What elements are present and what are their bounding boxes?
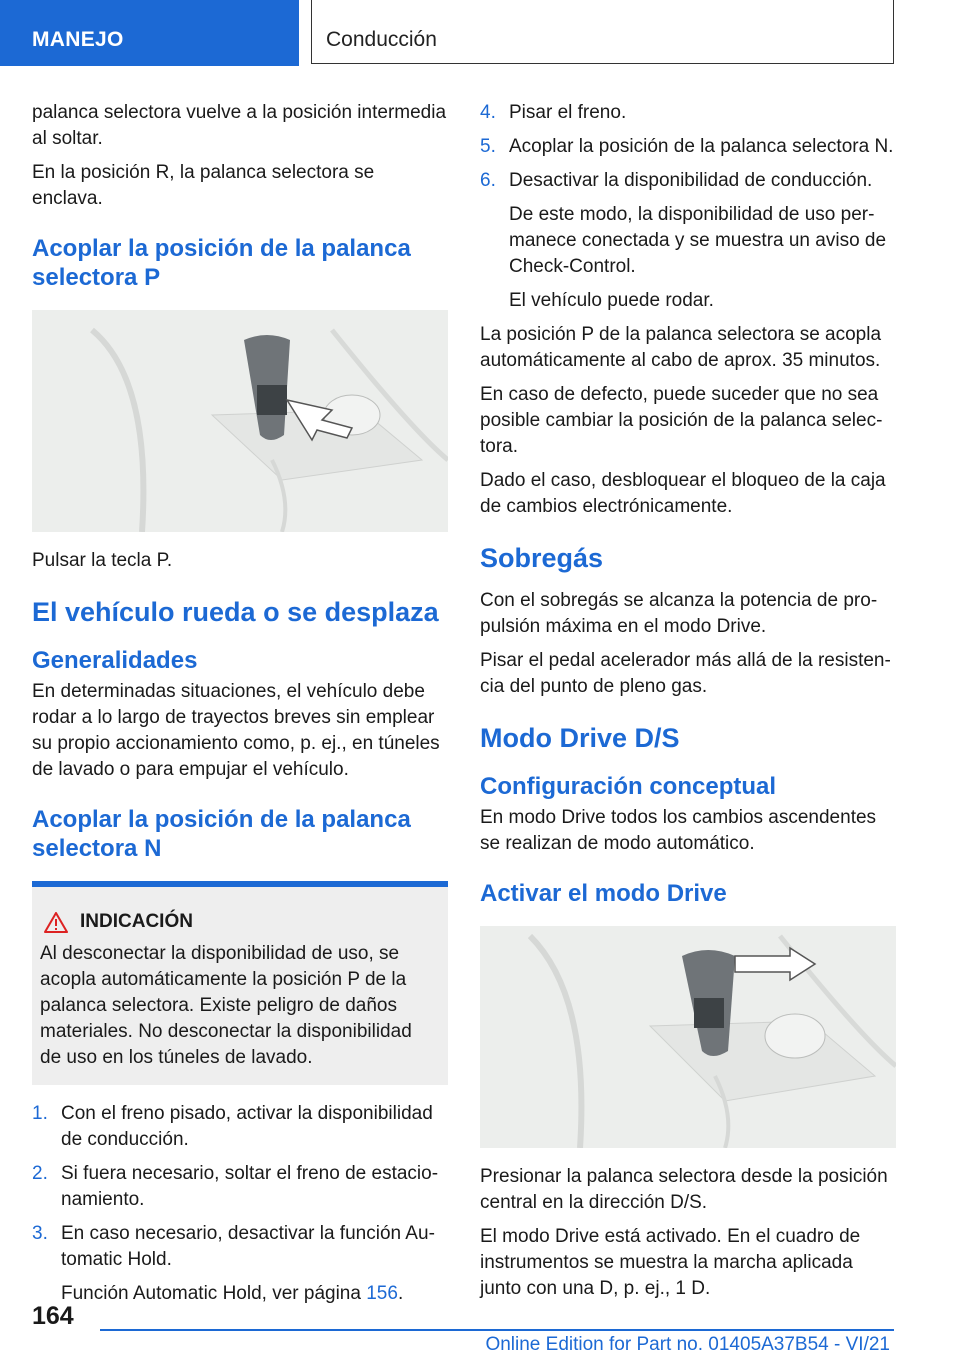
heading-general: Generalidades [32, 647, 198, 674]
warning-note [32, 881, 448, 1085]
heading-neutral: Acoplar la posición de la palanca selectora N [32, 806, 411, 862]
step-number: 1. [32, 1103, 48, 1124]
section-tab [0, 0, 299, 66]
step-number: 5. [480, 136, 496, 157]
step-number: 2. [32, 1163, 48, 1184]
paragraph: En la posición R, la palanca selectora se enclava. [32, 162, 375, 209]
step-number: 3. [32, 1223, 48, 1244]
footer-divider [100, 1329, 894, 1331]
list-item [480, 168, 896, 194]
step-detail: De este modo, la disponibilidad de uso permanece conectada y se muestra un aviso de Check-Control. [509, 204, 887, 277]
list-item [32, 1101, 448, 1153]
heading-sobregas: Sobregás [480, 543, 604, 573]
paragraph: En modo Drive todos los cambios ascendentes se realizan de modo automático. [480, 807, 877, 854]
step-text: Pisar el freno. [509, 102, 627, 123]
list-item [480, 100, 896, 126]
step-number: 6. [480, 170, 496, 191]
heading-activate: Activar el modo Drive [480, 880, 727, 907]
paragraph: Pisar el pedal acelerador más allá de la resistencia del punto de pleno gas. [480, 650, 891, 697]
chapter-header [311, 0, 894, 64]
warning-icon [44, 912, 68, 933]
paragraph: El modo Drive está activado. En el cuadro de instrumentos se muestra la marcha aplicada junto con una D, p. ej., 1 D. [480, 1226, 861, 1299]
note-text: Al desconectar la disponibilidad de uso, se acopla automáticamente la posición P de la palanca selectora. Existe peligro de daños materiales. No desconectar la disponibilidad de uso en los túneles de lavado. [40, 943, 412, 1068]
right-column [480, 100, 896, 1310]
heading-roll: El vehículo rueda o se desplaza [32, 597, 439, 627]
chapter-label: Conducción [326, 28, 437, 51]
left-column [32, 100, 448, 1315]
gear-selector-drive-figure [480, 926, 896, 1148]
paragraph: Dado el caso, desbloquear el bloqueo de la caja de cambios electrónicamente. [480, 470, 886, 517]
step-text: Desactivar la disponibilidad de conducción. [509, 170, 873, 191]
heading-park: Acoplar la posición de la palanca selectora P [32, 235, 411, 291]
edition-label: Online Edition for Part no. 01405A37B54 - VI/21 [485, 1334, 890, 1355]
page-number: 164 [32, 1302, 74, 1330]
figure-caption: Presionar la palanca selectora desde la posición central en la dirección D/S. [480, 1166, 888, 1213]
step-number: 4. [480, 102, 496, 123]
reference-text: Función Automatic Hold, ver página [61, 1283, 367, 1304]
note-title: INDICACIÓN [80, 911, 193, 932]
paragraph: En determinadas situaciones, el vehículo debe rodar a lo largo de trayectos breves sin emplear su propio accionamiento como, p. ej., en túneles de lavado o para empujar el vehículo. [32, 681, 440, 780]
gear-selector-p-figure [32, 310, 448, 532]
list-item [480, 134, 896, 160]
step-text: Acoplar la posición de la palanca selectora N. [509, 136, 894, 157]
section-label: MANEJO [32, 28, 124, 51]
list-item [32, 1221, 448, 1273]
step-text: Si fuera necesario, soltar el freno de estacionamiento. [61, 1163, 439, 1210]
page-reference [32, 1281, 448, 1307]
paragraph: palanca selectora vuelve a la posición intermedia al soltar. [32, 102, 447, 149]
paragraph: Con el sobregás se alcanza la potencia de propulsión máxima en el modo Drive. [480, 590, 878, 637]
heading-concept: Configuración conceptual [480, 773, 777, 800]
step-detail: El vehículo puede rodar. [509, 290, 714, 311]
list-item [32, 1161, 448, 1213]
heading-drive: Modo Drive D/S [480, 723, 680, 753]
paragraph: En caso de defecto, puede suceder que no sea posible cambiar la posición de la palanca selectora. [480, 384, 883, 457]
page-link[interactable]: 156 [366, 1283, 398, 1304]
step-text: Con el freno pisado, activar la disponibilidad de conducción. [61, 1103, 433, 1150]
figure-caption: Pulsar la tecla P. [32, 550, 173, 571]
step-text: En caso necesario, desactivar la función Automatic Hold. [61, 1223, 435, 1270]
reference-end: . [397, 1283, 404, 1304]
paragraph: La posición P de la palanca selectora se acopla automáticamente al cabo de aprox. 35 minutos. [480, 324, 882, 371]
